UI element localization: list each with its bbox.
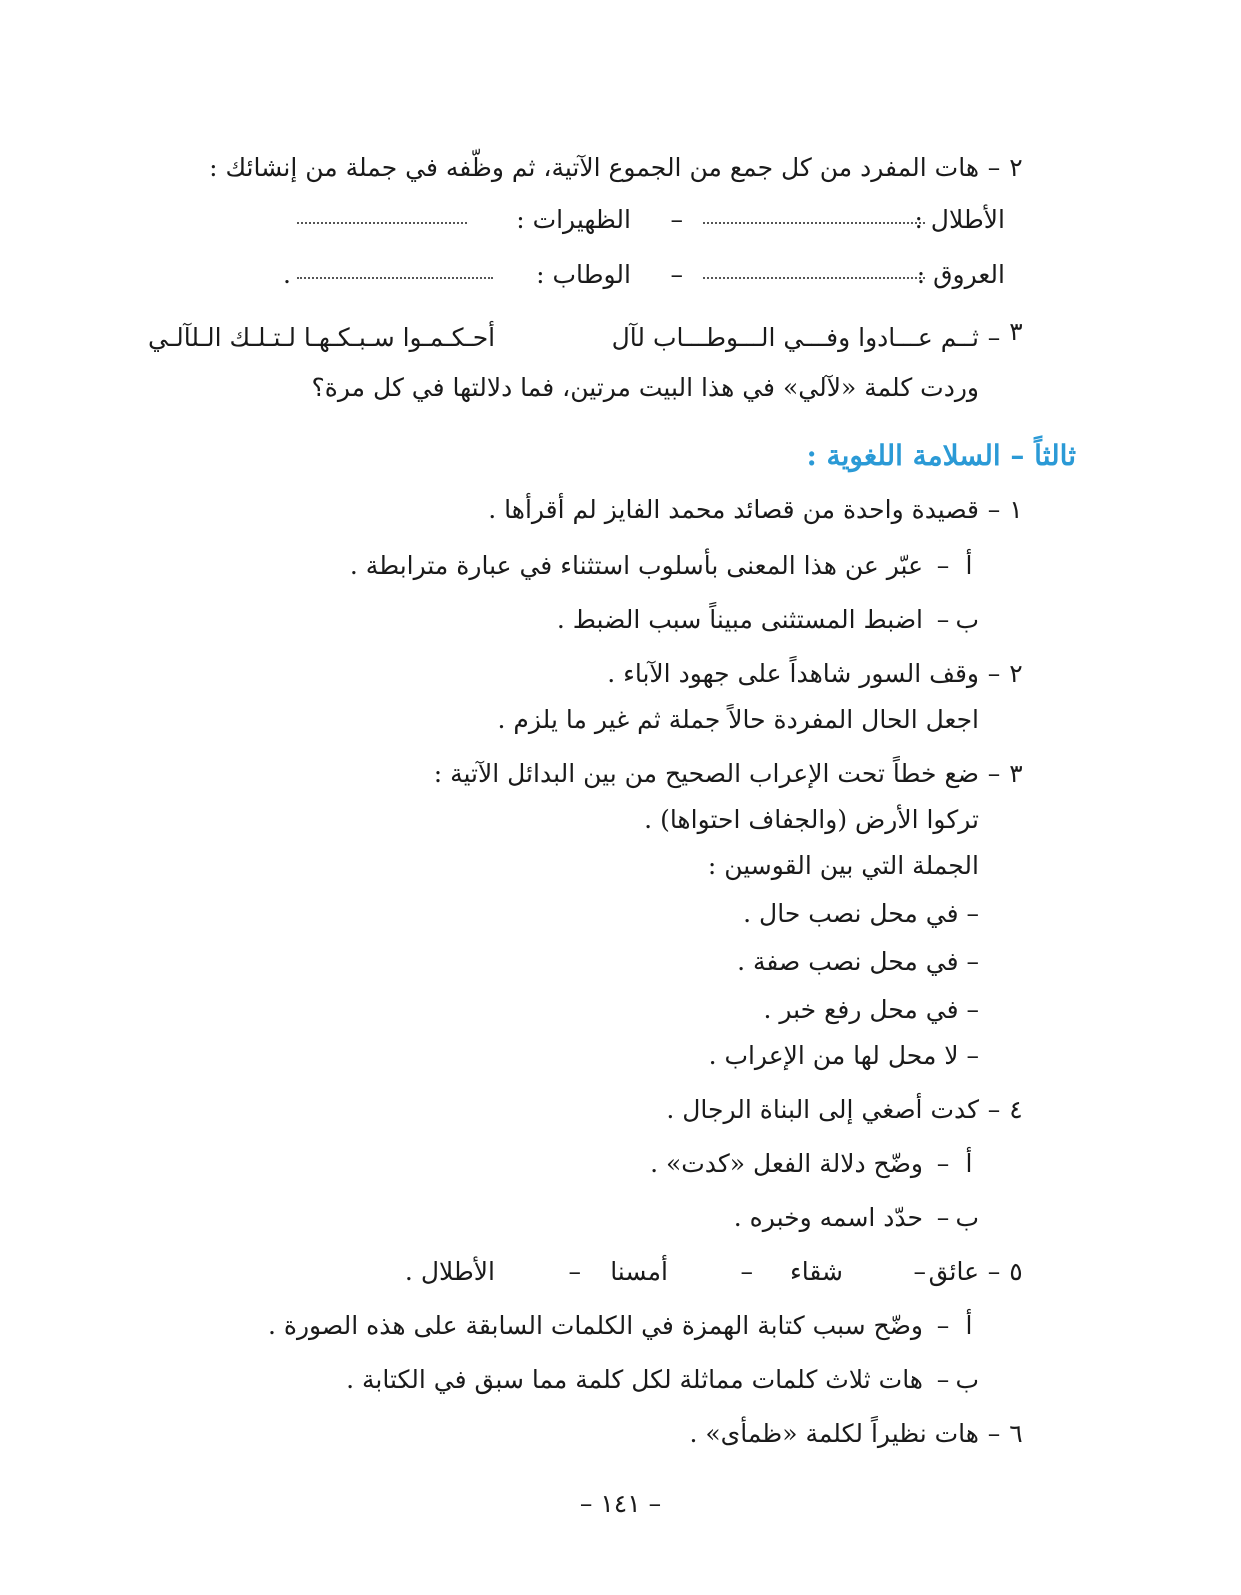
exercise-text: الجملة التي بين القوسين : bbox=[707, 851, 979, 880]
sub-dash: – bbox=[936, 1149, 950, 1178]
sub-text: وضّح سبب كتابة الهمزة في الكلمات السابقة على هذه الصورة . bbox=[267, 1311, 923, 1340]
sub-text: عبّر عن هذا المعنى بأسلوب استثناء في عبارة مترابطة . bbox=[349, 551, 923, 580]
sub-dash: – bbox=[936, 1365, 950, 1394]
answer-blank[interactable] bbox=[297, 222, 467, 224]
option-text[interactable]: – في محل نصب صفة . bbox=[737, 947, 979, 976]
exercise-text: هات نظيراً لكلمة «ظمأى» . bbox=[689, 1419, 979, 1448]
exercise-text: وقف السور شاهداً على جهود الآباء . bbox=[607, 659, 979, 688]
word-item: عائق bbox=[928, 1257, 979, 1286]
sub-letter: ب bbox=[955, 1203, 979, 1232]
plural-word: الوطاب : bbox=[536, 260, 631, 289]
exercise-number: ٥ bbox=[1009, 1257, 1023, 1286]
exercise-text: تركوا الأرض (والجفاف احتواها) . bbox=[644, 805, 979, 834]
sub-text: هات ثلاث كلمات مماثلة لكل كلمة مما سبق في الكتابة . bbox=[346, 1365, 923, 1394]
exercise-text: ضع خطاً تحت الإعراب الصحيح من بين البدائل الآتية : bbox=[433, 759, 979, 788]
exercise-dash: – bbox=[987, 759, 1001, 788]
exercise-dash: – bbox=[987, 1257, 1001, 1286]
exercise-number: ٢ bbox=[1009, 153, 1023, 182]
exercise-text: قصيدة واحدة من قصائد محمد الفايز لم أقرأها . bbox=[488, 495, 979, 524]
pair-separator: – bbox=[670, 205, 683, 234]
pair-separator: – bbox=[670, 260, 683, 289]
word-separator: – bbox=[913, 1257, 926, 1286]
sub-letter: ب bbox=[955, 1365, 979, 1394]
plural-word: العروق : bbox=[916, 260, 1005, 289]
exercise-text: وردت كلمة «لآلي» في هذا البيت مرتين، فما دلالتها في كل مرة؟ bbox=[311, 373, 979, 402]
exercise-number: ٣ bbox=[1009, 317, 1023, 346]
plural-word: الظهيرات : bbox=[516, 205, 631, 234]
word-item: شقاء bbox=[790, 1257, 843, 1286]
sub-dash: – bbox=[936, 1203, 950, 1232]
page-number: – ١٤١ – bbox=[579, 1489, 662, 1518]
exercise-number: ٤ bbox=[1009, 1095, 1023, 1124]
option-text[interactable]: – في محل نصب حال . bbox=[743, 899, 979, 928]
answer-blank[interactable] bbox=[703, 222, 925, 224]
section-heading: ثالثاً – السلامة اللغوية : bbox=[806, 439, 1076, 472]
sub-letter: أ bbox=[965, 1311, 973, 1340]
sub-dash: – bbox=[936, 1311, 950, 1340]
answer-blank[interactable] bbox=[703, 277, 925, 279]
exercise-text: هات المفرد من كل جمع من الجموع الآتية، ثم وظّفه في جملة من إنشائك : bbox=[209, 153, 979, 182]
exercise-dash: – bbox=[987, 153, 1001, 182]
exercise-text: اجعل الحال المفردة حالاً جملة ثم غير ما يلزم . bbox=[497, 705, 979, 734]
sub-text: وضّح دلالة الفعل «كدت» . bbox=[650, 1149, 923, 1178]
exercise-number: ٢ bbox=[1009, 659, 1023, 688]
sub-letter: ب bbox=[955, 605, 979, 634]
exercise-number: ٦ bbox=[1009, 1419, 1023, 1448]
word-item: الأطلال . bbox=[404, 1257, 495, 1286]
sub-letter: أ bbox=[965, 1149, 973, 1178]
sub-dash: – bbox=[936, 605, 950, 634]
sub-text: حدّد اسمه وخبره . bbox=[733, 1203, 923, 1232]
exercise-number: ٣ bbox=[1009, 759, 1023, 788]
option-text[interactable]: – لا محل لها من الإعراب . bbox=[708, 1041, 979, 1070]
verse-first-hemistich: ثــم عـــادوا وفـــي الـــوطـــاب لآل bbox=[611, 323, 979, 352]
exercise-number: ١ bbox=[1009, 495, 1023, 524]
verse-second-hemistich: أحـكـمـوا سـبـكـهـا لـتـلـك الـلآلـي bbox=[148, 323, 496, 352]
sub-dash: – bbox=[936, 551, 950, 580]
word-item: أمسنا bbox=[610, 1257, 668, 1286]
word-separator: – bbox=[568, 1257, 581, 1286]
exercise-dash: – bbox=[987, 1095, 1001, 1124]
sub-text: اضبط المستثنى مبيناً سبب الضبط . bbox=[556, 605, 923, 634]
exercise-dash: – bbox=[987, 659, 1001, 688]
exercise-text: كدت أصغي إلى البناة الرجال . bbox=[666, 1095, 979, 1124]
exercise-dash: – bbox=[987, 1419, 1001, 1448]
option-text[interactable]: – في محل رفع خبر . bbox=[763, 995, 979, 1024]
exercise-dash: – bbox=[987, 495, 1001, 524]
word-separator: – bbox=[740, 1257, 753, 1286]
exercise-dash: – bbox=[987, 323, 1001, 352]
row-end-period: . bbox=[283, 260, 291, 289]
sub-letter: أ bbox=[965, 551, 973, 580]
plural-word: الأطلال : bbox=[914, 205, 1005, 234]
answer-blank[interactable] bbox=[297, 277, 493, 279]
